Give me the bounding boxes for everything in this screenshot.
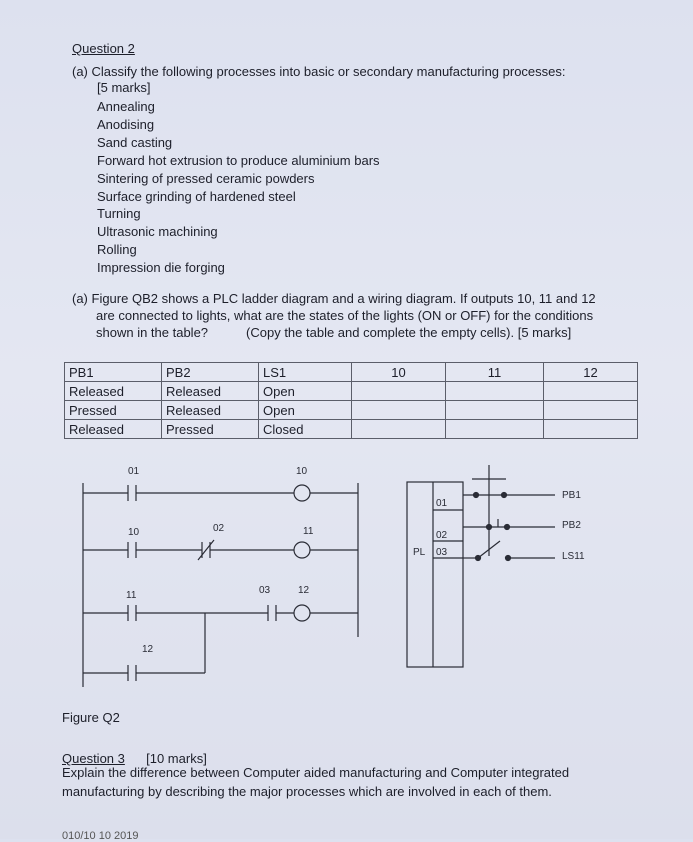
label-pl: PL bbox=[413, 547, 426, 558]
table-cell: Released bbox=[65, 382, 162, 401]
question3-line2: manufacturing by describing the major processes which are involved in each of them. bbox=[62, 784, 552, 799]
page-footer: 010/10 10 2019 bbox=[62, 830, 139, 842]
pb2-dot-left bbox=[487, 525, 492, 530]
table-header-row bbox=[65, 363, 638, 382]
label-coil-11: 11 bbox=[303, 526, 314, 537]
process-item: Rolling bbox=[97, 242, 137, 258]
table-cell: Released bbox=[65, 420, 162, 439]
figure-q2 bbox=[0, 455, 693, 705]
pb1-dot-right bbox=[502, 493, 507, 498]
coil-12 bbox=[294, 605, 310, 621]
table-header: 11 bbox=[446, 363, 544, 382]
process-item: Anodising bbox=[97, 116, 155, 132]
process-item: Ultrasonic machining bbox=[97, 224, 218, 240]
label-contact-12: 12 bbox=[142, 644, 154, 655]
ls11-dot-right bbox=[506, 556, 511, 561]
process-list bbox=[97, 98, 380, 277]
table-cell-empty bbox=[352, 420, 446, 439]
label-coil-12: 12 bbox=[298, 585, 310, 596]
table-header: 12 bbox=[544, 363, 638, 382]
label-input-03: 03 bbox=[436, 547, 448, 558]
table-cell-empty bbox=[446, 401, 544, 420]
question3-marks: [10 marks] bbox=[146, 751, 207, 766]
process-item: Forward hot extrusion to produce aluminium bars bbox=[97, 152, 380, 168]
label-contact-01: 01 bbox=[128, 466, 140, 477]
label-coil-10: 10 bbox=[296, 466, 308, 477]
table-cell: Released bbox=[162, 401, 259, 420]
table-row bbox=[65, 420, 638, 439]
part-b-line3b: (Copy the table and complete the empty cells). [5 marks] bbox=[246, 325, 572, 340]
label-pb2: PB2 bbox=[562, 520, 581, 531]
question2-part-a: (a) Classify the following processes into basic or secondary manufacturing processes: bbox=[72, 64, 566, 79]
label-input-02: 02 bbox=[436, 530, 448, 541]
table-cell-empty bbox=[446, 420, 544, 439]
part-b-line3a: shown in the table? bbox=[96, 325, 209, 340]
table-header: LS1 bbox=[259, 363, 352, 382]
coil-11 bbox=[294, 542, 310, 558]
part-b-line3 bbox=[72, 324, 652, 341]
label-contact-10: 10 bbox=[128, 527, 140, 538]
table-cell-empty bbox=[544, 420, 638, 439]
question2-title: Question 2 bbox=[72, 41, 135, 56]
label-contact-11: 11 bbox=[126, 590, 137, 601]
question3-text bbox=[62, 763, 682, 801]
process-item: Sintering of pressed ceramic powders bbox=[97, 170, 315, 186]
table-cell: Pressed bbox=[65, 401, 162, 420]
table-header: 10 bbox=[352, 363, 446, 382]
label-pb1: PB1 bbox=[562, 490, 581, 501]
question2-part-b bbox=[72, 290, 652, 341]
table-cell-empty bbox=[446, 382, 544, 401]
table-header: PB1 bbox=[65, 363, 162, 382]
label-contact-03: 03 bbox=[259, 585, 271, 596]
table-cell-empty bbox=[352, 382, 446, 401]
table-row bbox=[65, 401, 638, 420]
table-cell-empty bbox=[352, 401, 446, 420]
label-contact-02: 02 bbox=[213, 523, 225, 534]
label-ls11: LS11 bbox=[562, 551, 585, 562]
process-item: Sand casting bbox=[97, 134, 173, 150]
pb2-dot-right bbox=[505, 525, 510, 530]
process-item: Surface grinding of hardened steel bbox=[97, 188, 296, 204]
process-item: Turning bbox=[97, 206, 141, 222]
table-header: PB2 bbox=[162, 363, 259, 382]
question2-part-a-marks: [5 marks] bbox=[97, 80, 151, 95]
label-input-01: 01 bbox=[436, 498, 448, 509]
process-item: Annealing bbox=[97, 99, 155, 114]
question3-title: Question 3 bbox=[62, 751, 125, 766]
coil-10 bbox=[294, 485, 310, 501]
table-row bbox=[65, 382, 638, 401]
states-table bbox=[64, 362, 638, 439]
table-cell: Open bbox=[259, 401, 352, 420]
table-cell: Released bbox=[162, 382, 259, 401]
question3-line1: Explain the difference between Computer aided manufacturing and Computer integrated bbox=[62, 765, 570, 780]
process-item: Impression die forging bbox=[97, 260, 225, 276]
table-cell: Closed bbox=[259, 420, 352, 439]
part-b-line2: are connected to lights, what are the states of the lights (ON or OFF) for the conditions bbox=[96, 308, 594, 323]
ls11-dot-left bbox=[476, 556, 481, 561]
figure-caption: Figure Q2 bbox=[62, 710, 120, 725]
table-cell-empty bbox=[544, 401, 638, 420]
table-cell: Open bbox=[259, 382, 352, 401]
table-cell-empty bbox=[544, 382, 638, 401]
part-b-line1: (a) Figure QB2 shows a PLC ladder diagram and a wiring diagram. If outputs 10, 11 and 12 bbox=[72, 291, 596, 306]
pb1-dot-left bbox=[474, 493, 479, 498]
table-cell: Pressed bbox=[162, 420, 259, 439]
